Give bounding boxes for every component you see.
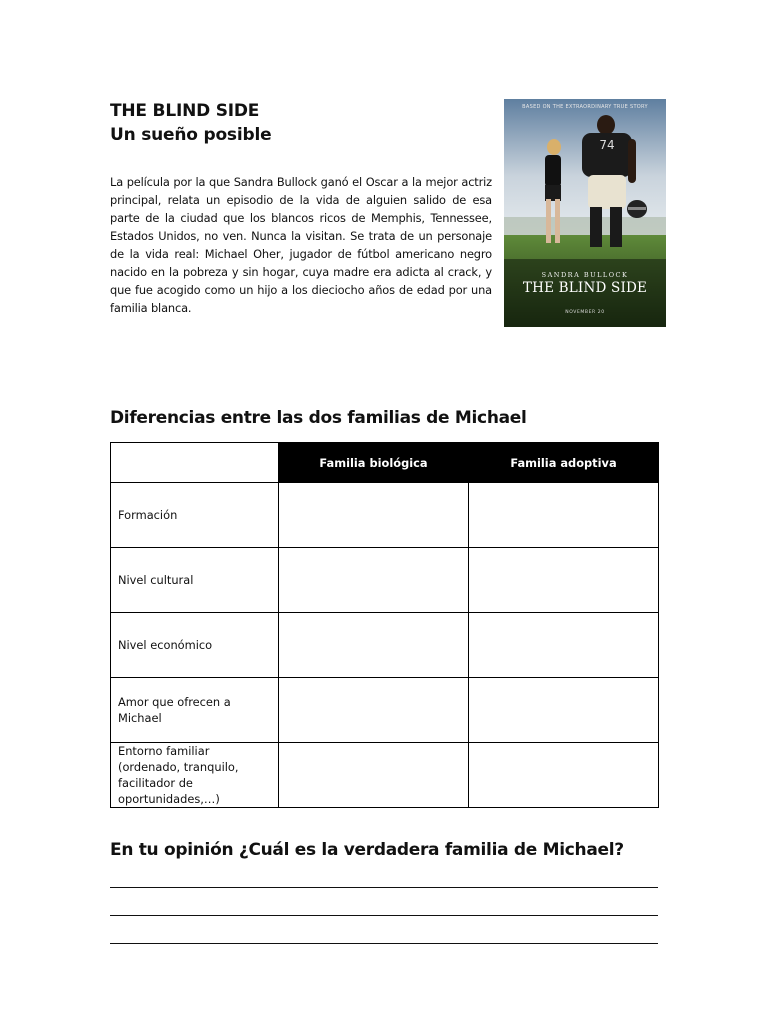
movie-title: THE BLIND SIDE [110, 101, 260, 121]
answer-cell-biologica[interactable] [279, 743, 469, 808]
table-row [111, 548, 659, 613]
movie-poster [504, 99, 666, 327]
answer-line[interactable] [110, 943, 658, 944]
opinion-question: En tu opinión ¿Cuál es la verdadera familia de Michael? [110, 840, 624, 860]
table-row [111, 483, 659, 548]
answer-line[interactable] [110, 887, 658, 888]
row-label: Nivel cultural [111, 548, 279, 613]
differences-heading: Diferencias entre las dos familias de Michael [110, 408, 527, 428]
movie-subtitle: Un sueño posible [110, 125, 272, 145]
differences-table [110, 442, 659, 808]
answer-cell-adoptiva[interactable] [469, 548, 659, 613]
table-header-empty [111, 443, 279, 483]
poster-tagline: BASED ON THE EXTRAORDINARY TRUE STORY [522, 104, 648, 110]
table-row [111, 743, 659, 808]
answer-line[interactable] [110, 915, 658, 916]
row-label: Amor que ofrecen a Michael [111, 678, 279, 743]
intro-paragraph: La película por la que Sandra Bullock ganó el Oscar a la mejor actriz principal, relata un episodio de la vida de alguien salido de esa parte de la ciudad que los blancos ricos de Memphis, Tennessee, Estados Unidos, no ven. Nunca la visitan. Se trata de un personaje de la vida real: Michael Oher, jugador de fútbol americano negro nacido en la pobreza y sin hogar, cuya madre era adicta al crack, y que fue acogido como un hijo a los dieciocho años de edad por una familia blanca. [110, 175, 492, 315]
table-row [111, 613, 659, 678]
poster-actor-name: SANDRA BULLOCK [541, 271, 629, 279]
answer-cell-biologica[interactable] [279, 483, 469, 548]
header-familia-adoptiva: Familia adoptiva [469, 443, 659, 483]
answer-cell-biologica[interactable] [279, 548, 469, 613]
answer-cell-adoptiva[interactable] [469, 483, 659, 548]
answer-cell-adoptiva[interactable] [469, 613, 659, 678]
answer-cell-biologica[interactable] [279, 678, 469, 743]
answer-cell-adoptiva[interactable] [469, 743, 659, 808]
table-row [111, 678, 659, 743]
header-familia-biologica: Familia biológica [279, 443, 469, 483]
answer-cell-biologica[interactable] [279, 613, 469, 678]
poster-release-date: NOVEMBER 20 [565, 310, 605, 315]
answer-cell-adoptiva[interactable] [469, 678, 659, 743]
poster-title: THE BLIND SIDE [522, 280, 648, 296]
row-label: Formación [111, 483, 279, 548]
row-label: Entorno familiar (ordenado, tranquilo, facilitador de oportunidades,…) [111, 743, 279, 808]
row-label: Nivel económico [111, 613, 279, 678]
table-header-row [111, 443, 659, 483]
jersey-number: 74 [599, 138, 615, 152]
